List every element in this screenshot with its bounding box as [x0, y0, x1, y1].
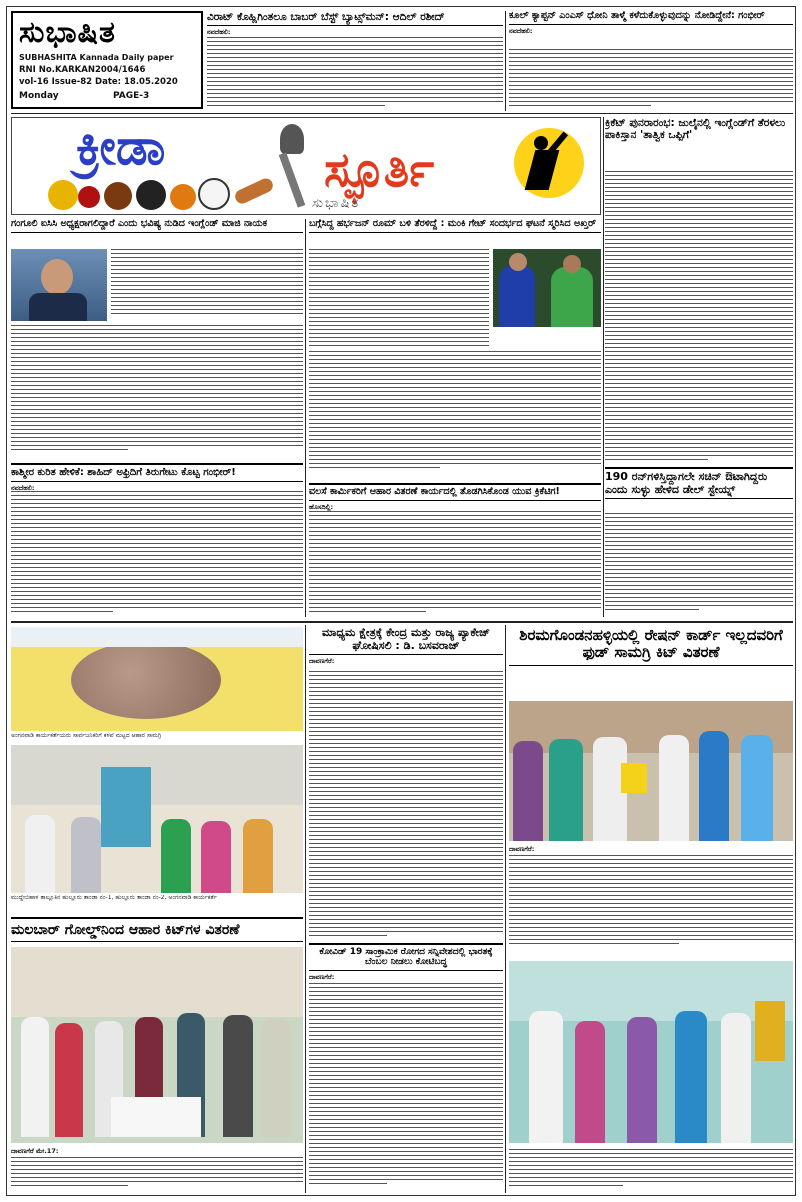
huliyur-group-photo: [11, 745, 303, 893]
story-malabar: [11, 917, 303, 1193]
newspaper-page: [6, 6, 796, 1196]
dateline: ದಾವಣಗೆರೆ:: [309, 972, 335, 981]
torch-icon: [262, 124, 322, 210]
headline: ಕೋವಿಡ್ 19 ಸಾಂಕ್ರಾಮಿಕ ರೋಗದ ಸನ್ನಿವೇಶದಲ್ಲಿ ಭಾರತಕ್ಕೆ ಬೆಂಬಲ ನೀಡಲು ಕೋಟಿಬದ್ಧ: [309, 943, 503, 971]
body-text: [309, 983, 503, 1193]
malabar-gold-photo: [11, 947, 303, 1143]
batsman-silhouette-icon: [504, 122, 594, 210]
body-text: [509, 855, 793, 951]
story-dhoni: [509, 11, 793, 111]
body-text-cont: [309, 351, 601, 479]
body-text: [111, 249, 303, 321]
dateline: ನವದೆಹಲಿ:: [207, 28, 231, 37]
muddebihal-caption: ಮುದ್ದೇಬಿಹಾಳ ತಾಲ್ಲೂಕಿನ ಹುಲ್ಲೂರು ತಾಂಡಾ ನಂ-1, ಹುಲ್ಲೂರು ತಾಂಡಾ ನಂ-2, ಅಂಗನವಾಡಿ ಕಾರ್ಯಕರ್ತೆ: [11, 895, 217, 901]
body-text: [11, 1157, 303, 1193]
dateline: ದಾವಣಗೆರೆ ಮೇ.17:: [11, 1147, 59, 1155]
anganwadi-caption: ಅಂಗನವಾಡಿ ಕಾರ್ಯಕರ್ತೆಯರು ಸಾರ್ವಜನಿಕರಿಗೆ ಕಳಪೆ ಮಟ್ಟದ ಆಹಾರ ಸಾಮಗ್ರಿ: [11, 733, 162, 739]
harbhajan-akhtar-photo: [493, 249, 601, 327]
story-shiramagondanahalli: [509, 627, 793, 1193]
headline: ಕ್ರಿಕೆಟ್ ಪುನರಾರಂಭ: ಜುಲೈನಲ್ಲಿ ಇಂಗ್ಲೆಂಡ್‌ಗೆ ತೆರಳಲು ಪಾಕಿಸ್ತಾನ 'ತಾತ್ವಿಕ ಒಪ್ಪಿಗೆ': [605, 117, 786, 142]
body-text-cont: [509, 1149, 793, 1193]
house-kit-photo: [509, 961, 793, 1143]
section-banner: [11, 117, 601, 215]
ganguly-photo: [11, 249, 107, 321]
headline: ಮಲಬಾರ್ ಗೋಲ್ಡ್‌ನಿಂದ ಆಹಾರ ಕಿಟ್‌ಗಳ ವಿತರಣೆ: [11, 917, 303, 942]
headline: ಮಾಧ್ಯಮ ಕ್ಷೇತ್ರಕ್ಕೆ ಕೇಂದ್ರ ಮತ್ತು ರಾಜ್ಯ ಪ್ಯಾಕೇಜ್ ಘೋಷಿಸಲಿ : ಡಿ. ಬಸವರಾಜ್: [309, 627, 503, 655]
story-ganguly: [11, 219, 303, 459]
body-text-cont: [11, 325, 303, 459]
body-text: [207, 37, 503, 109]
dateline: ದಾವಣಗೆರೆ:: [509, 845, 535, 853]
body-text: [309, 511, 601, 619]
dateline: ನವದೆಹಲಿ:: [509, 26, 533, 35]
masthead: [11, 11, 203, 109]
headline: ಶಿರಮಗೊಂಡನಹಳ್ಳಿಯಲ್ಲಿ ರೇಷನ್ ಕಾರ್ಡ್ ಇಲ್ಲದವರಿಗೆ ಫುಡ್ ಸಾಮಗ್ರಿ ಕಿಟ್ ವಿತರಣೆ: [509, 627, 793, 666]
sports-balls-icon: [48, 176, 278, 212]
rni-number: RNI No.KARKAN2004/1646: [19, 65, 146, 75]
body-text: [605, 513, 793, 619]
story-covid: [309, 943, 503, 1193]
headline: ವಲಸೆ ಕಾರ್ಮಿಕರಿಗೆ ಆಹಾರ ವಿತರಣೆ ಕಾರ್ಯದಲ್ಲಿ ತೊಡಗಿಸಿಕೊಂಡ ಯುವ ಕ್ರಿಕೆಟಿಗ!: [309, 483, 601, 501]
dateline: ನವದೆಹಲಿ:: [11, 483, 35, 492]
body-text: [605, 171, 793, 463]
headline: ಕೂಲ್ ಕ್ಯಾಪ್ಟನ್ ಎಂಎಸ್ ಧೋನಿ ತಾಳ್ಮೆ ಕಳೆದುಕೊಳ್ಳುವುದನ್ನು ನೋಡಿದ್ದೇನೆ: ಗಂಭೀರ್: [509, 11, 793, 25]
masthead-logo: ಸುಭಾಷಿತ: [19, 15, 116, 50]
banner-subtitle: ಸುಭಾಷಿತ: [312, 196, 361, 211]
story-package: [309, 627, 503, 941]
banner-title-left: ಕ್ರೀಡಾ: [76, 118, 166, 176]
story-harbhajan: [309, 219, 601, 479]
issue-info: vol-16 Issue-82 Date: 18.05.2020: [19, 77, 178, 87]
food-kit-photo: [11, 627, 303, 731]
dateline: ಹೊಸದಿಲ್ಲಿ:: [309, 502, 334, 511]
body-text: [509, 49, 793, 111]
headline: ಬಗ್ಗೆಸಿದ್ದ ಹರ್ಭಜನ್ ರೂಮ್ ಬಳಿ ತೆರಳಿದ್ದೆ : ಮಂಕಿ ಗೇಟ್ ಸಂದರ್ಭದ ಘಟನೆ ಸ್ಮರಿಸಿದ ಅಖ್ತರ್: [309, 219, 601, 233]
paper-name: SUBHASHITA Kannada Daily paper: [19, 53, 174, 62]
ration-kit-photo: [509, 701, 793, 841]
story-sachin: [605, 467, 793, 619]
issue-day: Monday: [19, 91, 59, 101]
banner-title-right: ಸ್ಫೂರ್ತಿ: [324, 142, 435, 198]
body-text: [309, 249, 489, 349]
body-text: [11, 491, 303, 619]
headline: ಗಂಗೂಲಿ ಐಸಿಸಿ ಅಧ್ಯಕ್ಷರಾಗಲಿದ್ದಾರೆ ಎಂದು ಭವಿಷ್ಯ ನುಡಿದ ಇಂಗ್ಲೆಂಡ್ ಮಾಜಿ ನಾಯಕ: [11, 219, 303, 233]
story-cricket-resume: [605, 117, 793, 465]
headline: ಕಾಶ್ಮೀರ ಕುರಿತ ಹೇಳಿಕೆ: ಶಾಹಿದ್ ಅಫ್ರಿದಿಗೆ ತಿರುಗೇಟು ಕೊಟ್ಟ ಗಂಭೀರ್!: [11, 463, 303, 482]
body-text: [309, 671, 503, 941]
dateline: ದಾವಣಗೆರೆ:: [309, 657, 335, 666]
story-gambhir: [11, 463, 303, 619]
headline: ವಿರಾಟ್ ಕೊಹ್ಲಿಗಿಂತಲೂ ಬಾಬರ್ ಬೆಸ್ಟ್ ಬ್ಯಾಟ್ಸ್‌ಮನ್: ಆದಿಲ್ ರಶೀದ್: [207, 11, 503, 26]
headline: 190 ರನ್‌ಗಳಿಸ್ತಿದ್ದಾಗಲೇ ಸಚಿನ್ ಔಟಾಗಿದ್ದರು ಎಂದು ಸುಳ್ಳು ಹೇಳಿದ ಡೇಲ್ ಸ್ಟೇಯ್ನ್: [605, 467, 793, 499]
story-migrant: [309, 483, 601, 619]
page-number: PAGE-3: [113, 91, 150, 101]
story-babar: [207, 11, 503, 111]
